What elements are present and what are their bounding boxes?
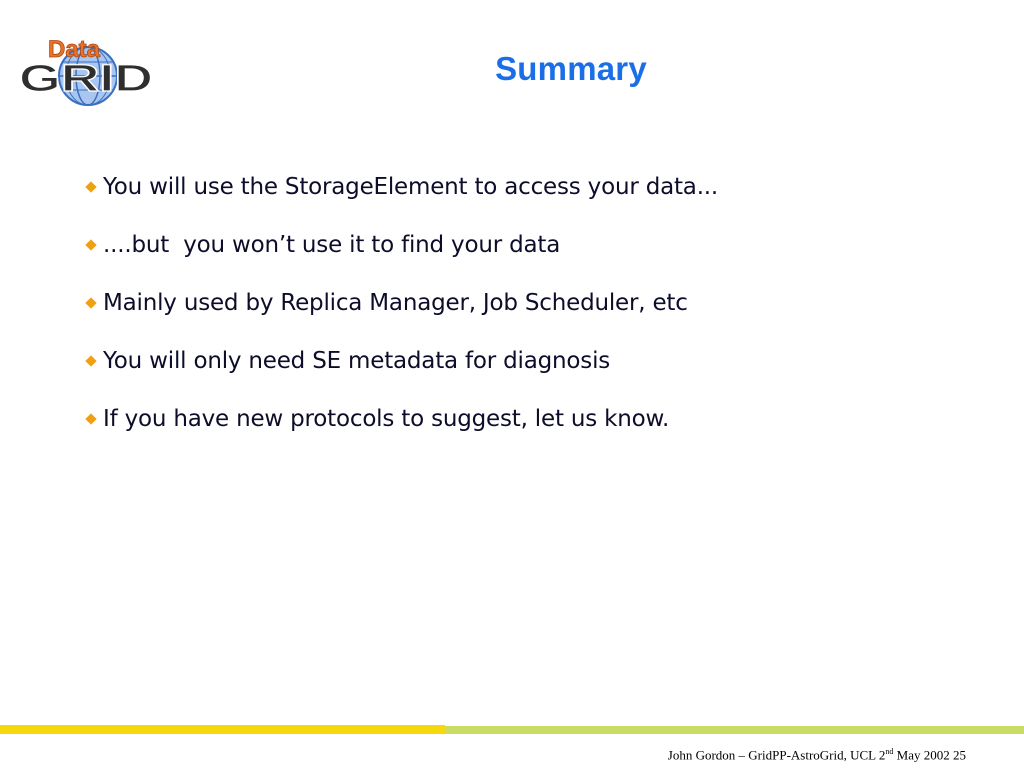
- bullet-text: Mainly used by Replica Manager, Job Scheduler, etc: [103, 290, 688, 316]
- bullet-item: [84, 274, 718, 332]
- diamond-bullet-icon: [85, 239, 96, 250]
- logo-data-text: Data: [48, 36, 101, 63]
- bullet-text: ....but you won’t use it to find your data: [103, 232, 561, 258]
- slide-title: Summary: [495, 50, 647, 87]
- bullet-list: [84, 158, 718, 448]
- diamond-bullet-icon: [85, 297, 96, 308]
- footer-text: [668, 747, 966, 763]
- diamond-bullet-icon: [85, 355, 96, 366]
- footer-bar-right: [445, 726, 1024, 734]
- bullet-item: [84, 216, 718, 274]
- bullet-item: [84, 390, 718, 448]
- diamond-bullet-icon: [85, 413, 96, 424]
- footer-ordinal: nd: [885, 747, 894, 756]
- bullet-text: You will only need SE metadata for diagnosis: [103, 348, 611, 374]
- footer-date-page: May 2002 25: [893, 747, 966, 763]
- footer-bar-left: [0, 725, 445, 734]
- bullet-item: [84, 158, 718, 216]
- diamond-bullet-icon: [85, 181, 96, 192]
- bullet-item: [84, 332, 718, 390]
- bullet-text: You will use the StorageElement to access your data...: [103, 174, 719, 200]
- bullet-text: If you have new protocols to suggest, let us know.: [103, 406, 670, 432]
- footer-author-event: John Gordon – GridPP-AstroGrid, UCL 2: [667, 747, 886, 763]
- logo-grid-text: GRID: [19, 58, 153, 100]
